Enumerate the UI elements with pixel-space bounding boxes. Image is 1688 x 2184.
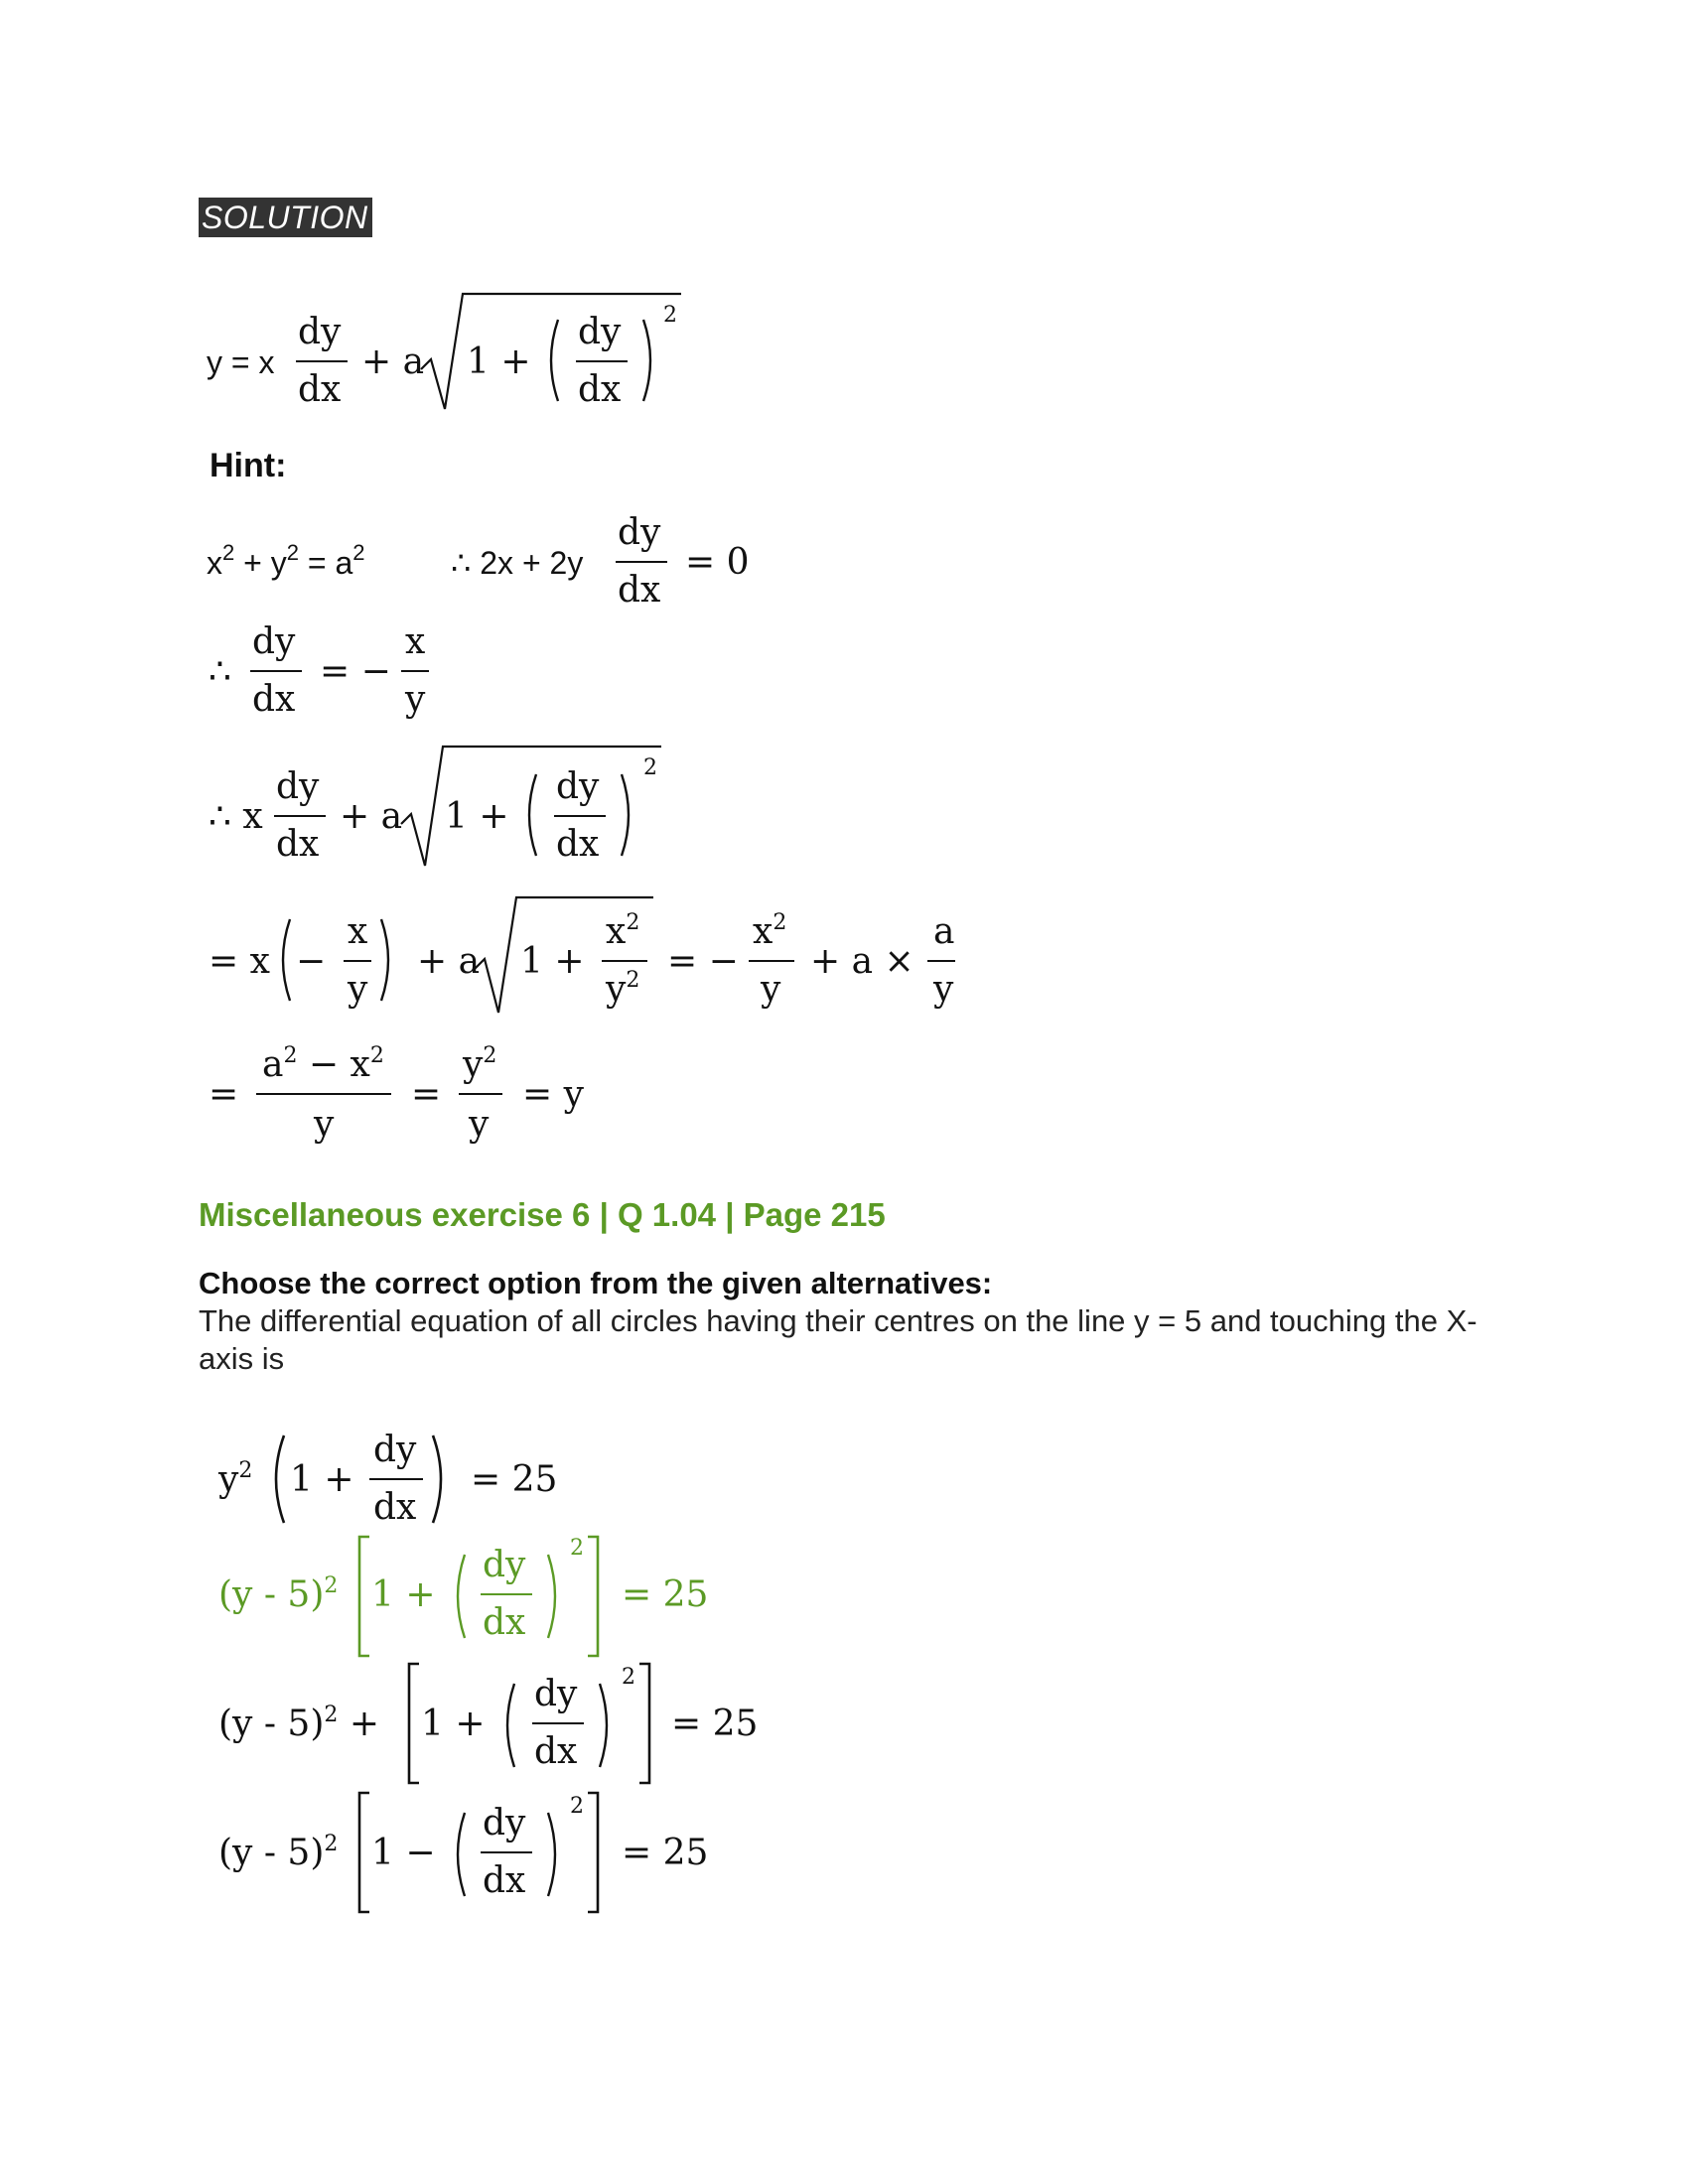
- svg-text:dx: dx: [483, 1860, 526, 1901]
- svg-text:(y - 5)2: (y - 5)$^2$: [218, 1573, 339, 1615]
- svg-text:y2: $y^2$: [218, 1458, 253, 1500]
- svg-text:x2: $x^2$: [753, 910, 787, 952]
- svg-text:y2: $y^2$: [606, 968, 640, 1010]
- svg-text:a2 − x2: $a^2 - x^2$: [262, 1043, 384, 1085]
- svg-text:dx: dx: [618, 570, 661, 611]
- svg-text:dx: dx: [373, 1487, 417, 1528]
- svg-text:1 +: 1 +: [371, 1574, 436, 1615]
- svg-text:y: y: [933, 969, 954, 1010]
- svg-text:x2: $x^2$: [606, 910, 640, 952]
- svg-text:y: y: [348, 969, 368, 1010]
- svg-text:1 +: 1 +: [445, 796, 509, 837]
- svg-text:2: 2: [622, 1665, 635, 1690]
- svg-text:y: y: [314, 1104, 335, 1145]
- svg-text:y: y: [761, 969, 781, 1010]
- svg-text:dy: dy: [276, 766, 320, 807]
- svg-text:1 +: 1 +: [421, 1704, 486, 1744]
- svg-text:dy: dy: [373, 1430, 417, 1470]
- svg-text:∴: ∴: [209, 651, 231, 692]
- option-4[interactable]: [218, 1793, 708, 1912]
- svg-text:dx: dx: [298, 369, 342, 410]
- hint-line-4: [209, 897, 955, 1013]
- svg-text:1 +: 1 +: [290, 1459, 354, 1500]
- svg-text:x2 + y2 = a2: $x^2 + y^2 = a^2$: [207, 540, 365, 581]
- svg-text:dy: dy: [483, 1803, 526, 1843]
- svg-text:dy: dy: [578, 312, 622, 352]
- svg-text:= 0: = 0: [685, 542, 750, 583]
- option-1[interactable]: [217, 1430, 557, 1528]
- svg-text:=: =: [411, 1074, 442, 1115]
- option-2-correct[interactable]: [218, 1536, 708, 1656]
- svg-text:+ a: + a: [340, 796, 403, 837]
- question-reference: Miscellaneous exercise 6 | Q 1.04 | Page 215: [199, 1196, 886, 1233]
- svg-text:2: 2: [663, 303, 677, 328]
- svg-text:= 25: = 25: [622, 1574, 709, 1615]
- hint-line-5: [209, 1043, 585, 1145]
- svg-text:dy: dy: [618, 512, 661, 553]
- svg-text:= x: = x: [209, 941, 270, 982]
- hint-line-3: [209, 747, 661, 866]
- svg-text:=: =: [209, 1074, 239, 1115]
- svg-text:x: x: [348, 911, 368, 952]
- svg-text:= 25: = 25: [671, 1704, 759, 1744]
- svg-text:y = x: y = x: [207, 344, 275, 380]
- svg-text:dy: dy: [252, 621, 296, 662]
- question-text: The differential equation of all circles having their centres on the line y = 5 and touching the X-axis is: [199, 1303, 1477, 1376]
- svg-text:= 25: = 25: [471, 1459, 558, 1500]
- hint-title: Hint:: [210, 447, 287, 484]
- svg-text:dx: dx: [556, 824, 600, 865]
- svg-text:y: y: [405, 679, 426, 720]
- svg-text:dy: dy: [534, 1674, 578, 1714]
- svg-text:y2: $y^2$: [463, 1043, 497, 1085]
- svg-text:x: x: [405, 621, 426, 662]
- svg-text:dx: dx: [534, 1731, 578, 1772]
- svg-text:1 +: 1 +: [520, 941, 585, 982]
- svg-text:dy: dy: [556, 766, 600, 807]
- option-3[interactable]: [218, 1664, 758, 1783]
- svg-text:dx: dx: [276, 824, 320, 865]
- hint-line-1: [207, 512, 750, 611]
- svg-text:dy: dy: [298, 312, 342, 352]
- svg-text:a: a: [933, 911, 955, 952]
- svg-text:(y - 5)2 +: (y - 5)$^2$ +: [218, 1703, 379, 1744]
- svg-text:2: 2: [643, 755, 657, 780]
- svg-text:(y - 5)2: (y - 5)$^2$: [218, 1832, 339, 1873]
- svg-text:dx: dx: [483, 1602, 526, 1643]
- svg-text:dx: dx: [252, 679, 296, 720]
- svg-text:+ a: + a: [361, 341, 425, 382]
- svg-text:y: y: [469, 1104, 490, 1145]
- solution-tag: SOLUTION: [199, 198, 372, 237]
- svg-text:1 +: 1 +: [467, 341, 531, 382]
- svg-text:= −: = −: [320, 651, 391, 692]
- svg-text:+ a: + a: [417, 941, 481, 982]
- svg-text:−: −: [296, 941, 327, 982]
- svg-text:1 −: 1 −: [371, 1833, 436, 1873]
- question-instruction: Choose the correct option from the given alternatives:: [199, 1266, 993, 1300]
- svg-text:2: 2: [570, 1794, 584, 1819]
- svg-text:∴ x: ∴ x: [209, 796, 263, 837]
- hint-line-2: [209, 621, 429, 720]
- svg-text:dx: dx: [578, 369, 622, 410]
- svg-text:2: 2: [570, 1536, 584, 1561]
- svg-text:∴ 2x + 2y: ∴ 2x + 2y: [451, 545, 584, 581]
- svg-text:+ a ×: + a ×: [810, 941, 914, 982]
- svg-text:= 25: = 25: [622, 1833, 709, 1873]
- svg-text:= −: = −: [667, 941, 739, 982]
- svg-text:= y: = y: [522, 1074, 584, 1115]
- svg-text:dy: dy: [483, 1545, 526, 1585]
- main-equation: [207, 294, 681, 410]
